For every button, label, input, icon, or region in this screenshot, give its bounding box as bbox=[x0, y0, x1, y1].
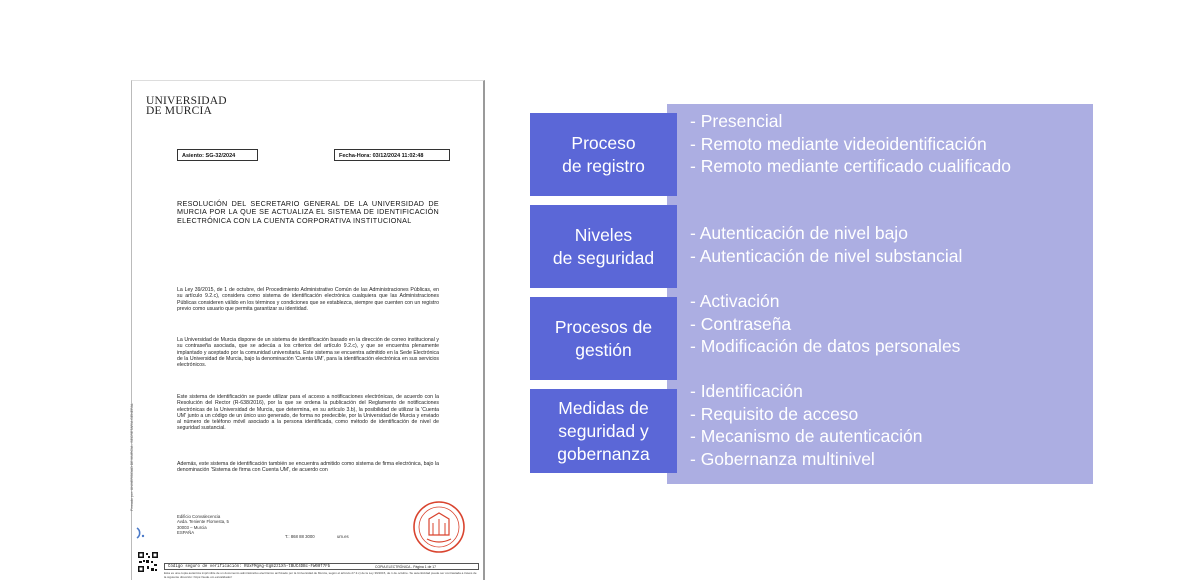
phone-number: T.: 868 88 3000 bbox=[285, 534, 315, 539]
section-label-niveles-seguridad bbox=[530, 205, 677, 288]
list-item: - Gobernanza multinivel bbox=[690, 448, 875, 469]
paragraph-1: La Ley 39/2015, de 1 de octubre, del Procedimiento Administrativo Común de las Administraciones Públicas, en su artículo 9.2.c), considera como sistema de identificación electrónica cualquiera que las Administraciones Públicas consideren válido en los términos y condiciones que se establezca, siempre que cuenten con un registro previo como usuario que permita garantizar su identidad. bbox=[177, 287, 439, 312]
list-item: - Remoto mediante videoidentificación bbox=[690, 133, 987, 154]
logo-line-1: UNIVERSIDAD bbox=[146, 95, 227, 107]
verification-page-info: COPIA ELECTRÓNICA - Página 1 de 17 bbox=[375, 565, 437, 569]
asiento-label: Asiento: SG-32/2024 bbox=[182, 153, 236, 159]
items-proceso-registro bbox=[690, 110, 1080, 178]
official-seal-icon bbox=[411, 499, 467, 555]
list-item: - Remoto mediante certificado cualificado bbox=[690, 156, 1011, 176]
list-item: - Requisito de acceso bbox=[690, 403, 859, 424]
items-medidas-seguridad bbox=[690, 380, 1080, 470]
list-item: - Identificación bbox=[690, 381, 803, 401]
university-mark-icon bbox=[134, 526, 150, 540]
list-item: - Autenticación de nivel substancial bbox=[690, 245, 963, 266]
list-item: - Modificación de datos personales bbox=[690, 336, 961, 356]
address-line-3: 30003 – Murcia bbox=[177, 524, 207, 530]
paragraph-4: Además, este sistema de identificación también se encuentra admitido como sistema de firma electrónica, bajo la denominación 'Sistema de firma con Cuenta UM', de acuerdo con bbox=[177, 461, 439, 474]
section-label-text: Procesos de gestión bbox=[554, 316, 653, 360]
website: um.es bbox=[337, 534, 349, 539]
document-title: RESOLUCIÓN DEL SECRETARIO GENERAL DE LA UNIVERSIDAD DE MURCIA POR LA QUE SE ACTUALIZA EL SISTEMA DE IDENTIFICACIÓN ELECTRÓNICA CON LA CUENTA CORPORATIVA INSTITUCIONAL bbox=[177, 199, 439, 225]
section-label-text: Medidas de seguridad y gobernanza bbox=[557, 397, 650, 464]
address-line-1: Edificio Convalecencia bbox=[177, 514, 221, 519]
section-label-proceso-registro bbox=[530, 113, 677, 196]
verification-code: Código seguro de verificación: RUxFMgAg-Eg82z1Xh-tBUC4DBc-FW00f7Fb bbox=[168, 565, 331, 569]
list-item: - Contraseña bbox=[690, 313, 792, 334]
address-line-4: ESPAÑA bbox=[177, 529, 195, 535]
list-item: - Mecanismo de autenticación bbox=[690, 426, 923, 446]
university-logo bbox=[146, 96, 227, 116]
list-item: - Presencial bbox=[690, 111, 783, 131]
section-label-text: Niveles de seguridad bbox=[552, 224, 655, 268]
list-item: - Autenticación de nivel bajo bbox=[690, 223, 908, 243]
qr-code-icon bbox=[137, 551, 159, 573]
section-label-text: Proceso de registro bbox=[562, 132, 645, 176]
address-line-2: Avda. Teniente Flomesta, 5 bbox=[177, 519, 229, 525]
section-label-medidas-seguridad bbox=[530, 389, 677, 473]
document-page bbox=[131, 80, 485, 580]
list-item: - Activación bbox=[690, 291, 780, 311]
section-label-procesos-gestion bbox=[530, 297, 677, 380]
paragraph-3: Este sistema de identificación se puede utilizar para el acceso a notificaciones electrónicas, de acuerdo con la Resolución del Rector (R-638/2016), por la que se ordena la publicación del Reglamento de notificaciones electrónicas de la Universidad de Murcia, que determina, en su artículo 3.b), la posibilidad de utilizar la 'Cuenta UM' junto a un código de un único uso generado, de forma no predecible, por la Universidad de Murcia y enviado al número de teléfono móvil asociado a la persona identificada, como método de identificación de nivel de seguridad sustancial. bbox=[177, 394, 439, 432]
logo-line-2: DE MURCIA bbox=[146, 105, 213, 117]
items-niveles-seguridad bbox=[690, 222, 1080, 267]
verification-code-bar bbox=[164, 563, 479, 570]
items-procesos-gestion bbox=[690, 290, 1080, 358]
paragraph-2: La Universidad de Murcia dispone de un sistema de identificación basado en la dirección de correo institucional y su contraseña asociada, que se adecúa a los criterios del artículo 9.2.c), y que se encuentra plenamente implantado y aceptado por la comunidad universitaria. Este sistema se encuentra admitido en la Sede Electrónica de la Universidad de Murcia, bajo la denominación 'Cuenta UM', para la identificación electrónica en sus servicios electrónicos. bbox=[177, 337, 439, 369]
fecha-box bbox=[334, 149, 450, 161]
address-block bbox=[177, 514, 229, 535]
fine-print: Esta es una copia auténtica imprimible de un documento administrativo electrónico archivado por la Universidad de Murcia, según el artículo 27.3.c) de la Ley 39/2015, de 1 de octubre. Su autenticidad puede ser contrastada a través de la siguiente dirección: https://sede.um.es/validador/ bbox=[164, 571, 477, 579]
asiento-box bbox=[177, 149, 258, 161]
fecha-label: Fecha-Hora: 03/12/2024 11:02:48 bbox=[339, 153, 424, 159]
side-signature-text: Firmado por: UNIVERSIDAD DE MURCIA - SECRETARÍA GENERAL bbox=[130, 403, 134, 511]
